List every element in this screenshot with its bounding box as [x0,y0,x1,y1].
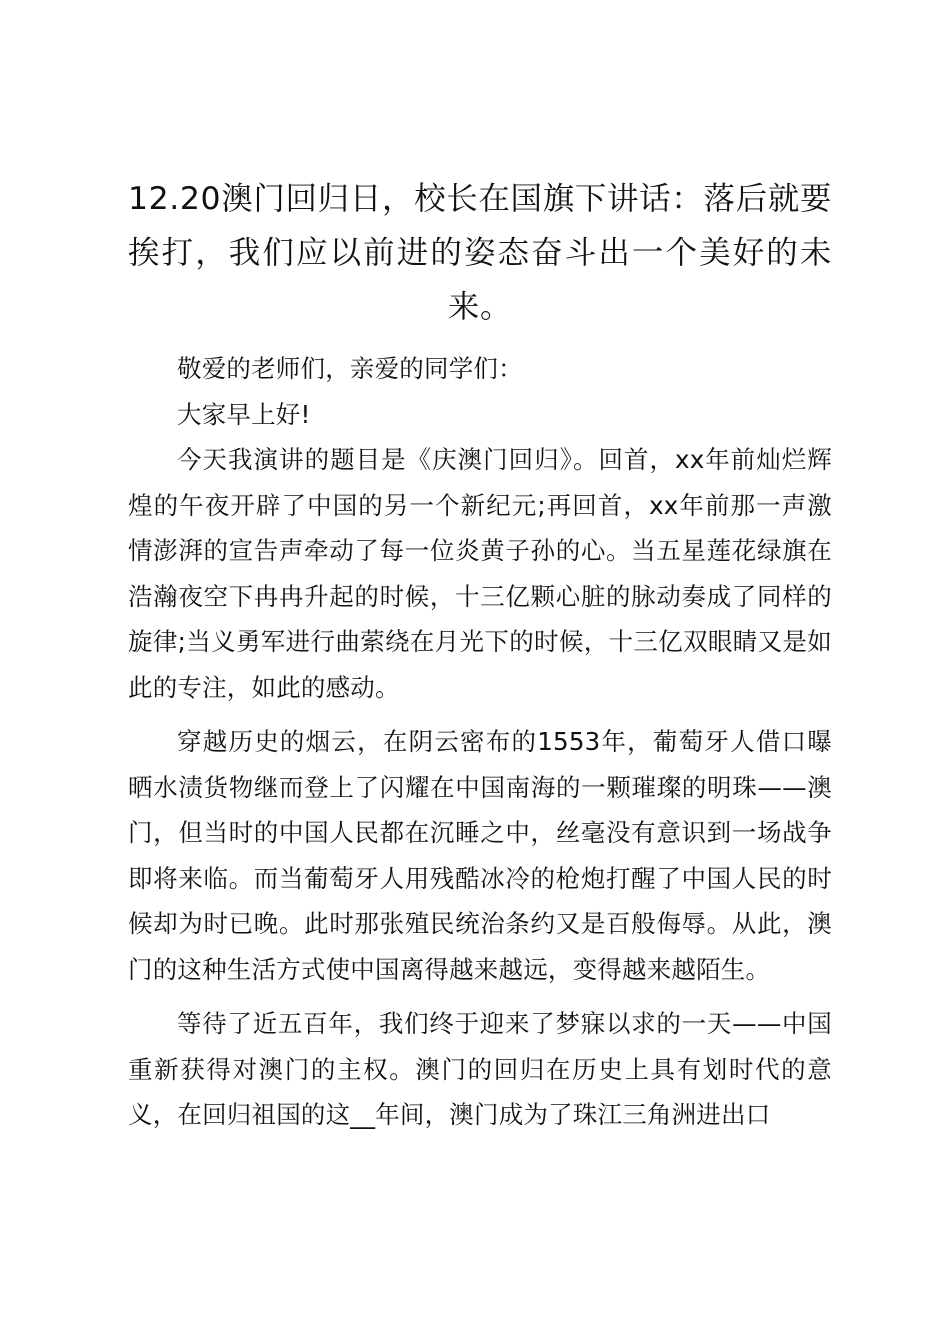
body-paragraph: 穿越历史的烟云，在阴云密布的1553年，葡萄牙人借口曝晒水渍货物继而登上了闪耀在中国南海的一颗璀璨的明珠——澳门，但当时的中国人民都在沉睡之中，丝毫没有意识到一场战争即将来临。而当葡萄牙人用残酷冰冷的枪炮打醒了中国人民的时候却为时已晚。此时那张殖民统治条约又是百般侮辱。从此，澳门的这种生活方式使中国离得越来越远，变得越来越陌生。 [128,727,832,984]
salute-line: 大家早上好! [177,399,311,429]
document-page [128,172,832,1138]
document-title: 12.20澳门回归日，校长在国旗下讲话：落后就要挨打，我们应以前进的姿态奋斗出一个美好的未来。 [128,181,832,325]
greeting-line: 敬爱的老师们，亲爱的同学们： [177,354,523,383]
body-paragraph: 等待了近五百年，我们终于迎来了梦寐以求的一天——中国重新获得对澳门的主权。澳门的回归在历史上具有划时代的意义，在回归祖国的这__年间，澳门成为了珠江三角洲进出口 [128,1009,832,1129]
body-paragraph: 今天我演讲的题目是《庆澳门回归》。回首，xx年前灿烂辉煌的午夜开辟了中国的另一个新纪元;再回首，xx年前那一声激情澎湃的宣告声牵动了每一位炎黄子孙的心。当五星莲花绿旗在浩瀚夜空下冉冉升起的时候，十三亿颗心脏的脉动奏成了同样的旋律;当义勇军进行曲萦绕在月光下的时候，十三亿双眼睛又是如此的专注，如此的感动。 [128,445,832,702]
